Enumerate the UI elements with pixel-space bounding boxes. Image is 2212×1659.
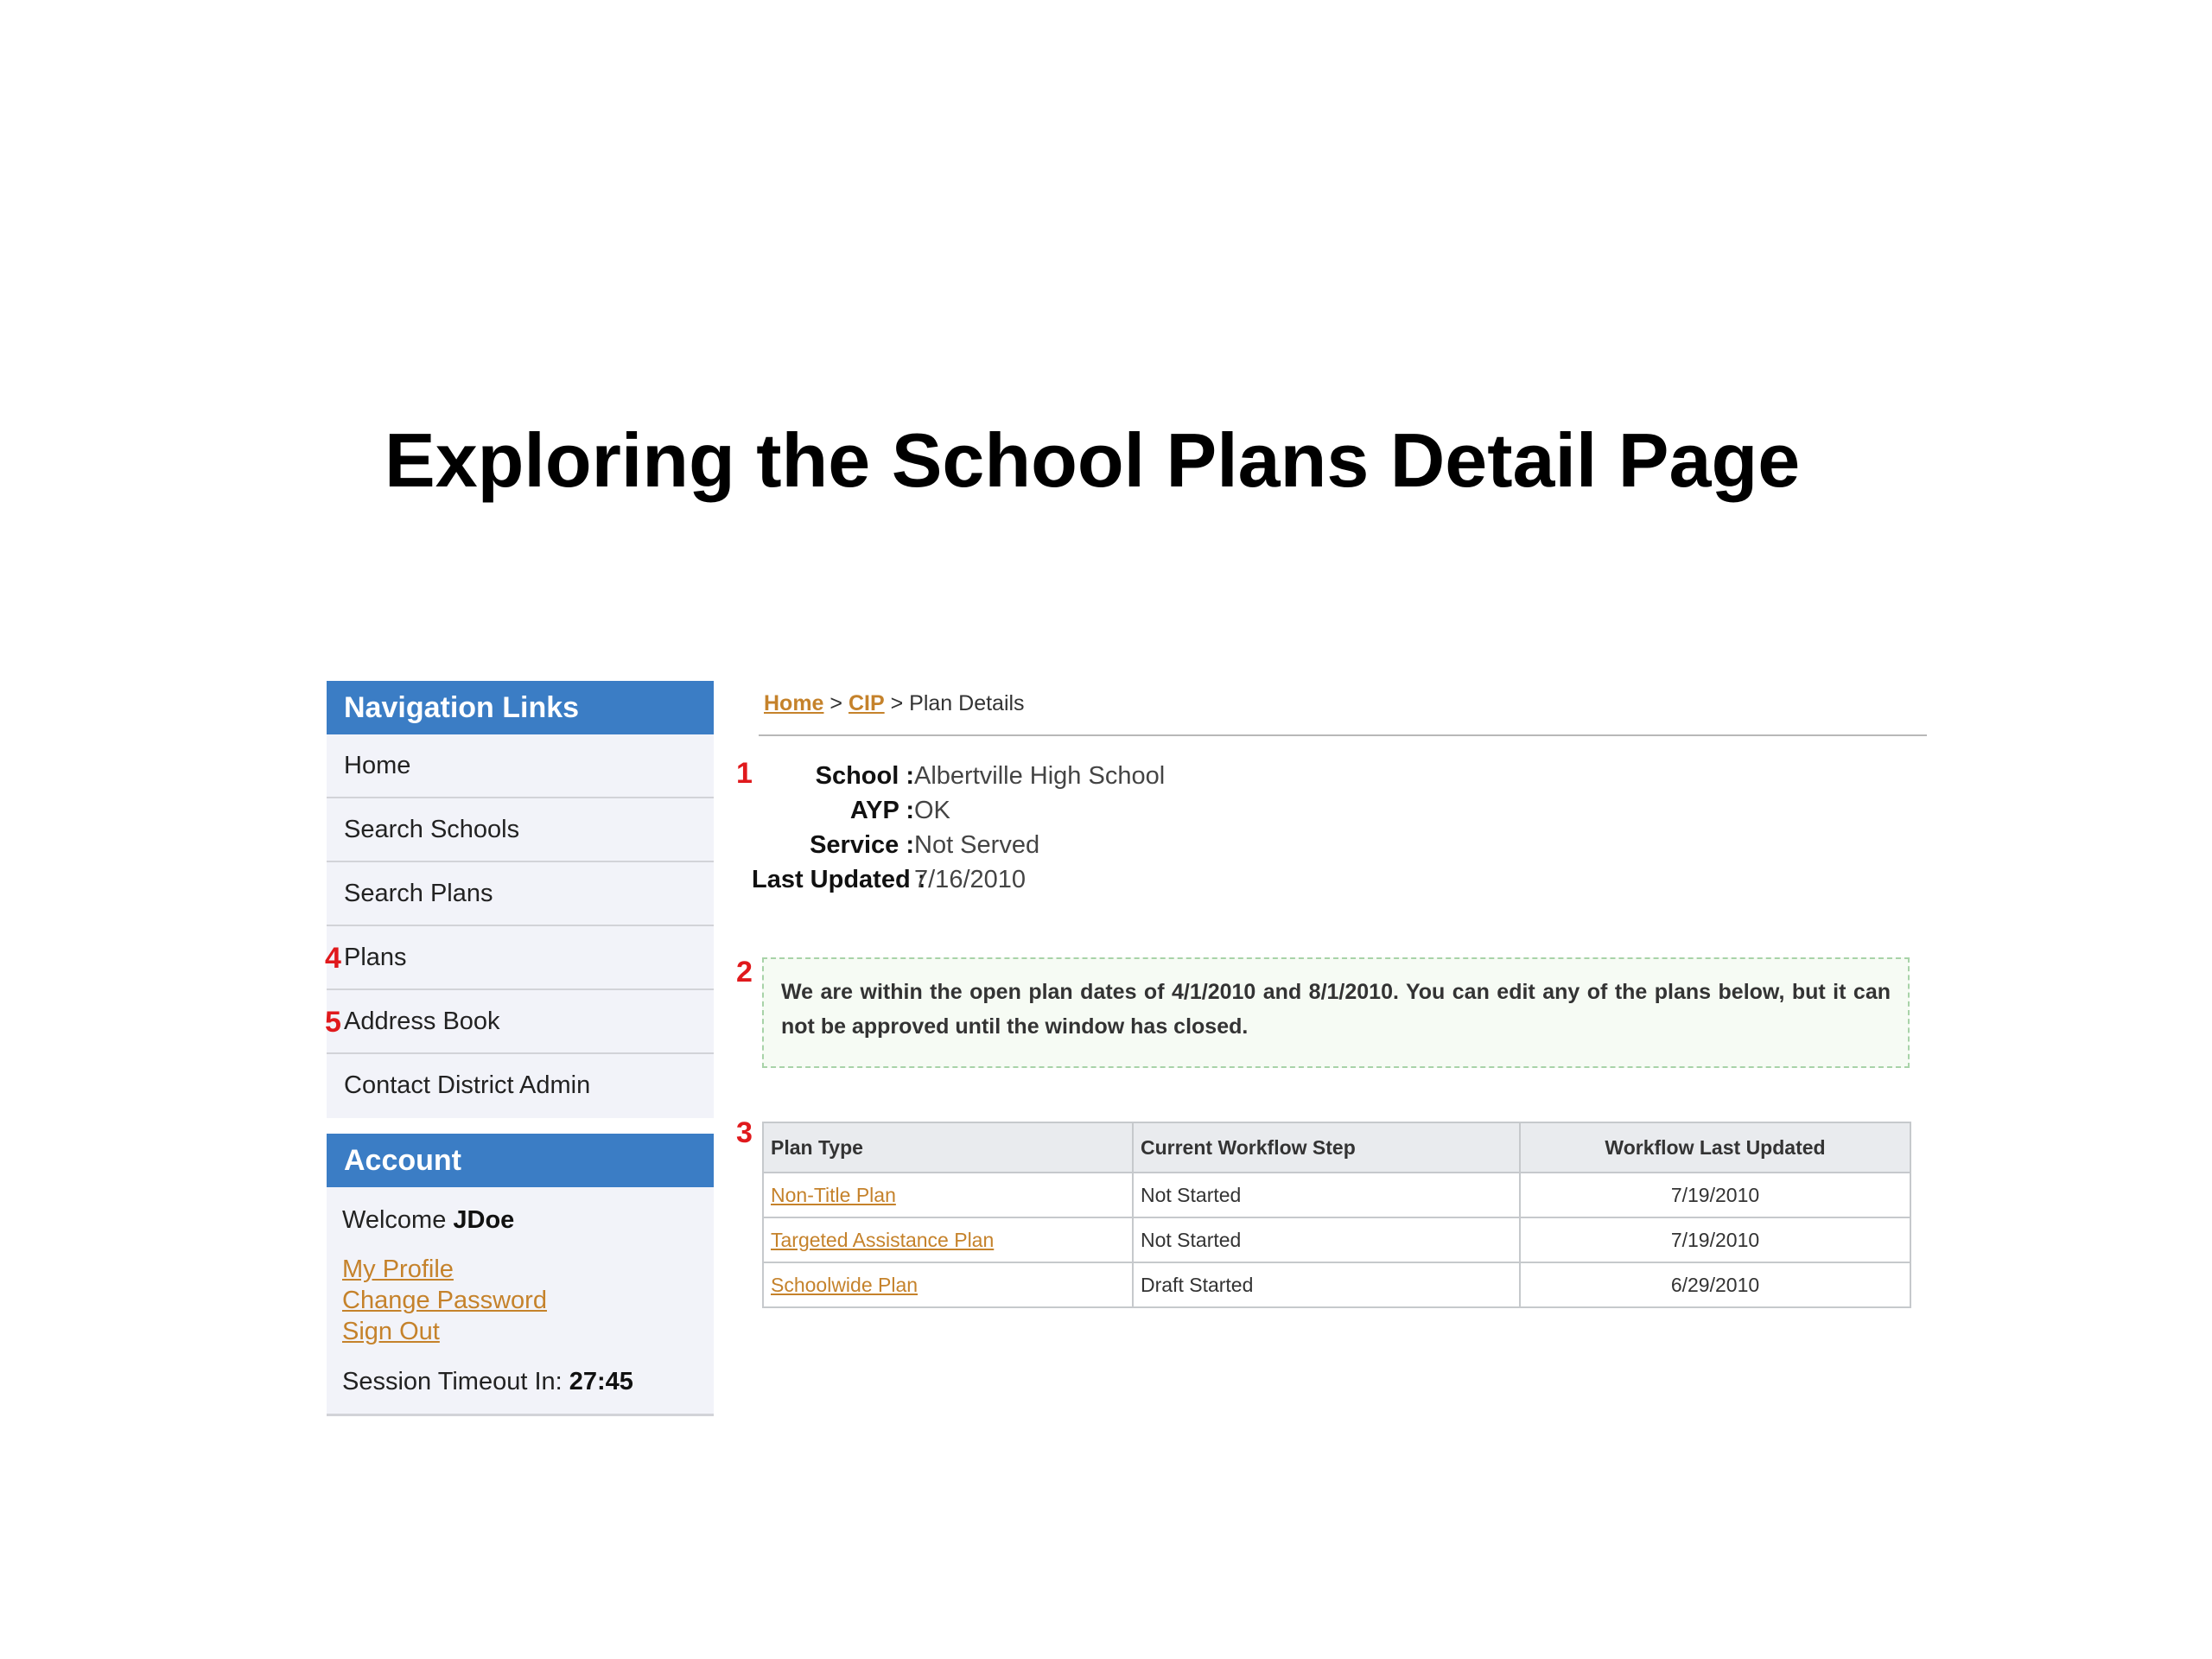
plan-window-notice: We are within the open plan dates of 4/1/2010 and 8/1/2010. You can edit any of the plans below, but it can not be approved until the window has closed. (762, 957, 1910, 1068)
sidebar-item-address-book[interactable] (327, 990, 714, 1054)
breadcrumb-divider (759, 734, 1927, 736)
school-label: School : (815, 762, 914, 790)
last-updated-row (752, 862, 1165, 897)
callout-marker-3: 3 (736, 1116, 753, 1149)
table-row (763, 1173, 1910, 1217)
last-updated-cell: 7/19/2010 (1520, 1173, 1910, 1217)
account-panel (327, 1187, 714, 1416)
sidebar-item-home[interactable] (327, 734, 714, 798)
sidebar-item-label: Home (344, 752, 411, 779)
session-timeout (342, 1368, 696, 1396)
breadcrumb-home-link[interactable]: Home (764, 691, 824, 715)
plan-type-cell (763, 1262, 1133, 1307)
navigation-links-header: Navigation Links (327, 681, 714, 734)
sidebar-item-search-plans[interactable] (327, 862, 714, 926)
workflow-step-cell: Draft Started (1133, 1262, 1520, 1307)
welcome-message (342, 1206, 696, 1235)
school-info (752, 759, 1165, 897)
session-timeout-value: 27:45 (569, 1368, 633, 1395)
callout-marker-2: 2 (736, 956, 753, 988)
my-profile-link[interactable]: My Profile (342, 1255, 454, 1283)
column-header-workflow-step: Current Workflow Step (1133, 1122, 1520, 1173)
slide-title: Exploring the School Plans Detail Page (385, 417, 1801, 503)
table-row (763, 1217, 1910, 1262)
table-row (763, 1262, 1910, 1307)
last-updated-cell: 6/29/2010 (1520, 1262, 1910, 1307)
callout-marker-1: 1 (736, 757, 753, 790)
plan-type-cell (763, 1217, 1133, 1262)
main-content (736, 681, 1927, 1372)
sidebar-item-search-schools[interactable] (327, 798, 714, 862)
sidebar-item-plans[interactable] (327, 926, 714, 990)
sidebar (327, 681, 714, 1416)
navigation-list (327, 734, 714, 1118)
username: JDoe (453, 1206, 515, 1234)
account-links (342, 1254, 696, 1347)
sidebar-item-contact-district-admin[interactable] (327, 1054, 714, 1118)
service-row (752, 828, 1165, 862)
breadcrumb-separator: > (884, 691, 910, 715)
sidebar-item-label: Plans (344, 944, 407, 971)
breadcrumb-current: Plan Details (909, 691, 1025, 715)
last-updated-label: Last Updated : (752, 866, 926, 893)
ayp-label: AYP : (849, 797, 914, 824)
plans-table (762, 1122, 1911, 1308)
breadcrumb-separator: > (823, 691, 849, 715)
last-updated-value: 7/16/2010 (914, 866, 1027, 893)
service-label: Service : (810, 831, 914, 859)
sidebar-item-label: Contact District Admin (344, 1071, 591, 1099)
change-password-link[interactable]: Change Password (342, 1287, 547, 1314)
sidebar-item-label: Search Schools (344, 816, 520, 843)
plan-type-cell (763, 1173, 1133, 1217)
welcome-prefix: Welcome (342, 1206, 454, 1234)
account-header: Account (327, 1134, 714, 1187)
last-updated-cell: 7/19/2010 (1520, 1217, 1910, 1262)
workflow-step-cell: Not Started (1133, 1173, 1520, 1217)
session-timeout-label: Session Timeout In: (342, 1368, 569, 1395)
table-header-row (763, 1122, 1910, 1173)
ayp-value: OK (914, 797, 950, 824)
breadcrumb (764, 691, 1025, 716)
schoolwide-plan-link[interactable]: Schoolwide Plan (771, 1273, 918, 1296)
targeted-assistance-plan-link[interactable]: Targeted Assistance Plan (771, 1228, 995, 1251)
school-value: Albertville High School (914, 762, 1166, 790)
breadcrumb-cip-link[interactable]: CIP (848, 691, 885, 715)
ayp-row (752, 793, 1165, 828)
sidebar-item-label: Search Plans (344, 880, 493, 907)
sign-out-link[interactable]: Sign Out (342, 1318, 440, 1345)
column-header-plan-type: Plan Type (763, 1122, 1133, 1173)
callout-marker-5: 5 (325, 1006, 341, 1039)
sidebar-item-label: Address Book (344, 1007, 500, 1035)
school-row (752, 759, 1165, 793)
non-title-plan-link[interactable]: Non-Title Plan (771, 1183, 896, 1206)
column-header-last-updated: Workflow Last Updated (1520, 1122, 1910, 1173)
workflow-step-cell: Not Started (1133, 1217, 1520, 1262)
callout-marker-4: 4 (325, 942, 341, 975)
service-value: Not Served (914, 831, 1040, 859)
